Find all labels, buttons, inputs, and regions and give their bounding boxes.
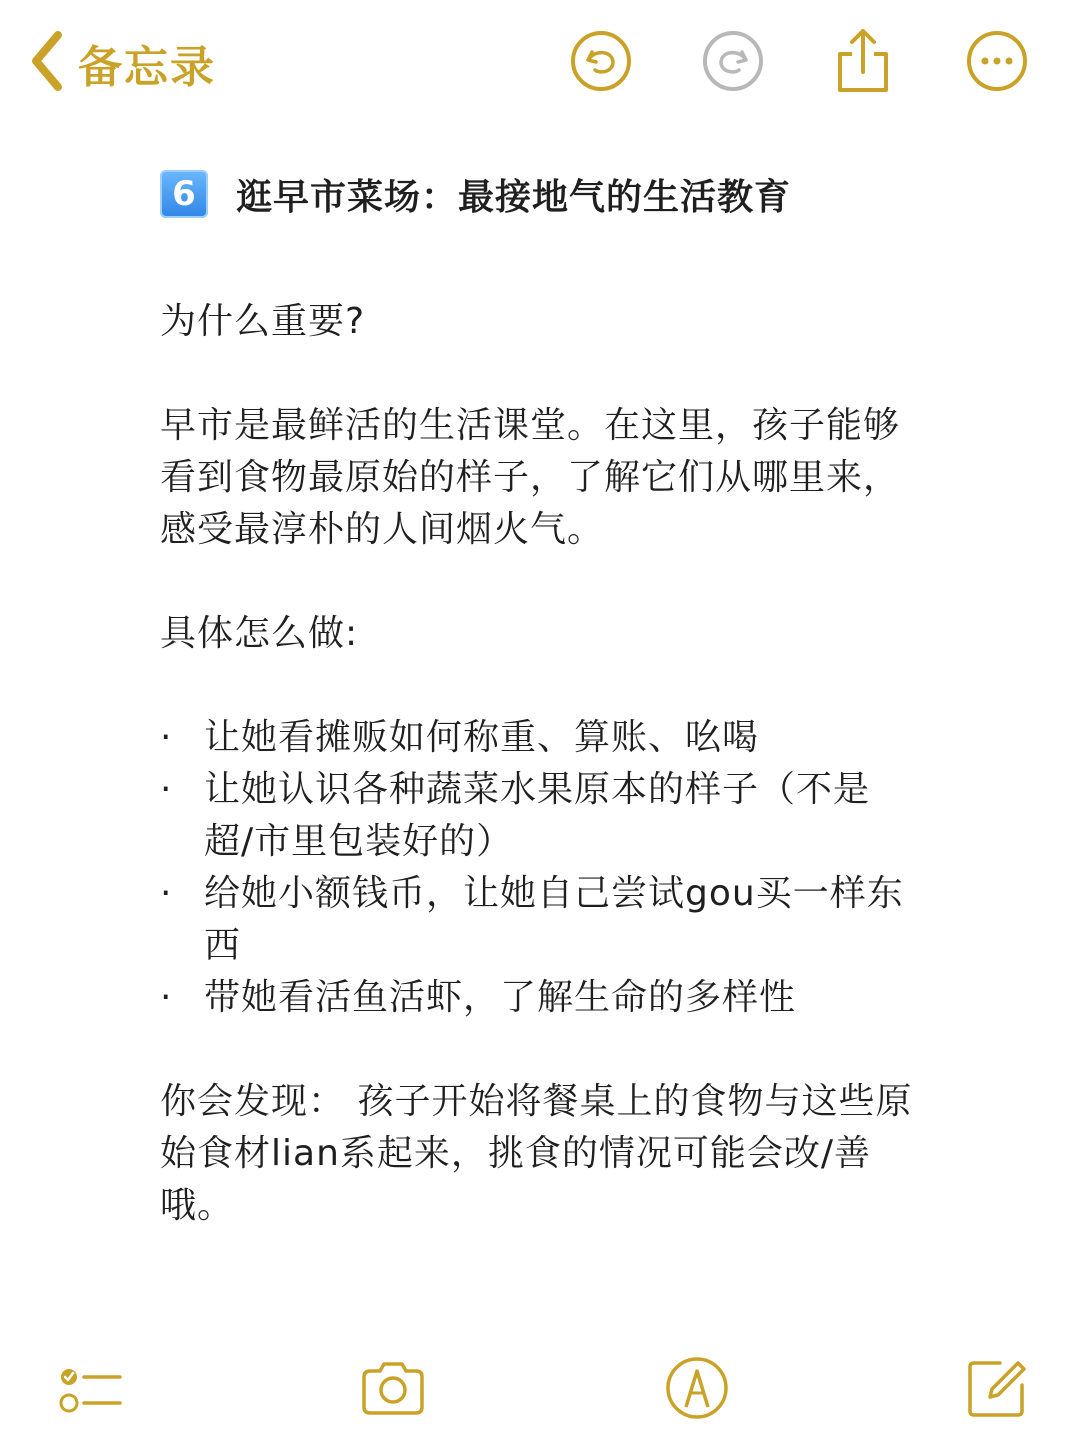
- list-item-text: 让她看摊贩如何称重、算账、吆喝: [204, 717, 760, 758]
- question-why: 为什么重要?: [160, 301, 366, 342]
- share-icon: [830, 28, 896, 98]
- navigation-bar: [0, 0, 1080, 130]
- why-paragraph: 早市是最鲜活的生活课堂。在这里，孩子能够看到食物最原始的样子，了解它们从哪里来，感受最淳朴的人间烟火气。: [160, 405, 901, 550]
- redo-icon: [700, 28, 766, 98]
- number-badge: 6: [160, 170, 208, 218]
- markup-button[interactable]: [662, 1355, 732, 1425]
- bullet: ·: [160, 769, 173, 810]
- share-button[interactable]: [830, 30, 896, 96]
- bottom-toolbar: [0, 1345, 1080, 1435]
- checklist-button[interactable]: [56, 1355, 126, 1425]
- bullet: ·: [160, 873, 173, 914]
- chevron-left-icon: [28, 29, 68, 97]
- undo-button[interactable]: [568, 30, 634, 96]
- back-button[interactable]: [28, 28, 216, 98]
- list-item-text: 让她认识各种蔬菜水果原本的样子（不是超/市里包装好的）: [204, 769, 871, 862]
- list-item: [160, 868, 920, 972]
- note-title: 逛早市菜场：最接地气的生活教育: [234, 169, 793, 220]
- camera-icon: [358, 1353, 428, 1427]
- undo-icon: [568, 28, 634, 98]
- compose-icon: [962, 1353, 1032, 1427]
- bullet: ·: [160, 717, 173, 758]
- list-item-text: 给她小额钱币，让她自己尝试gou买一样东西: [204, 873, 904, 966]
- list-item: [160, 712, 920, 764]
- compose-button[interactable]: [962, 1355, 1032, 1425]
- markup-icon: [662, 1353, 732, 1427]
- list-item: [160, 972, 920, 1024]
- summary-paragraph: 你会发现： 孩子开始将餐桌上的食物与这些原始食材lian系起来，挑食的情况可能会改/善哦。: [160, 1081, 913, 1226]
- note-title-row: [160, 160, 920, 228]
- redo-button[interactable]: [700, 30, 766, 96]
- checklist-icon: [56, 1353, 126, 1427]
- note-body[interactable]: [160, 160, 920, 1232]
- back-label: 备忘录: [78, 42, 216, 93]
- steps-list: [160, 712, 920, 1024]
- list-item-text: 带她看活鱼活虾，了解生命的多样性: [204, 977, 797, 1018]
- bullet: ·: [160, 977, 173, 1018]
- camera-button[interactable]: [358, 1355, 428, 1425]
- more-icon: [964, 28, 1030, 98]
- question-how: 具体怎么做:: [160, 613, 359, 654]
- list-item: [160, 764, 920, 868]
- more-button[interactable]: [964, 30, 1030, 96]
